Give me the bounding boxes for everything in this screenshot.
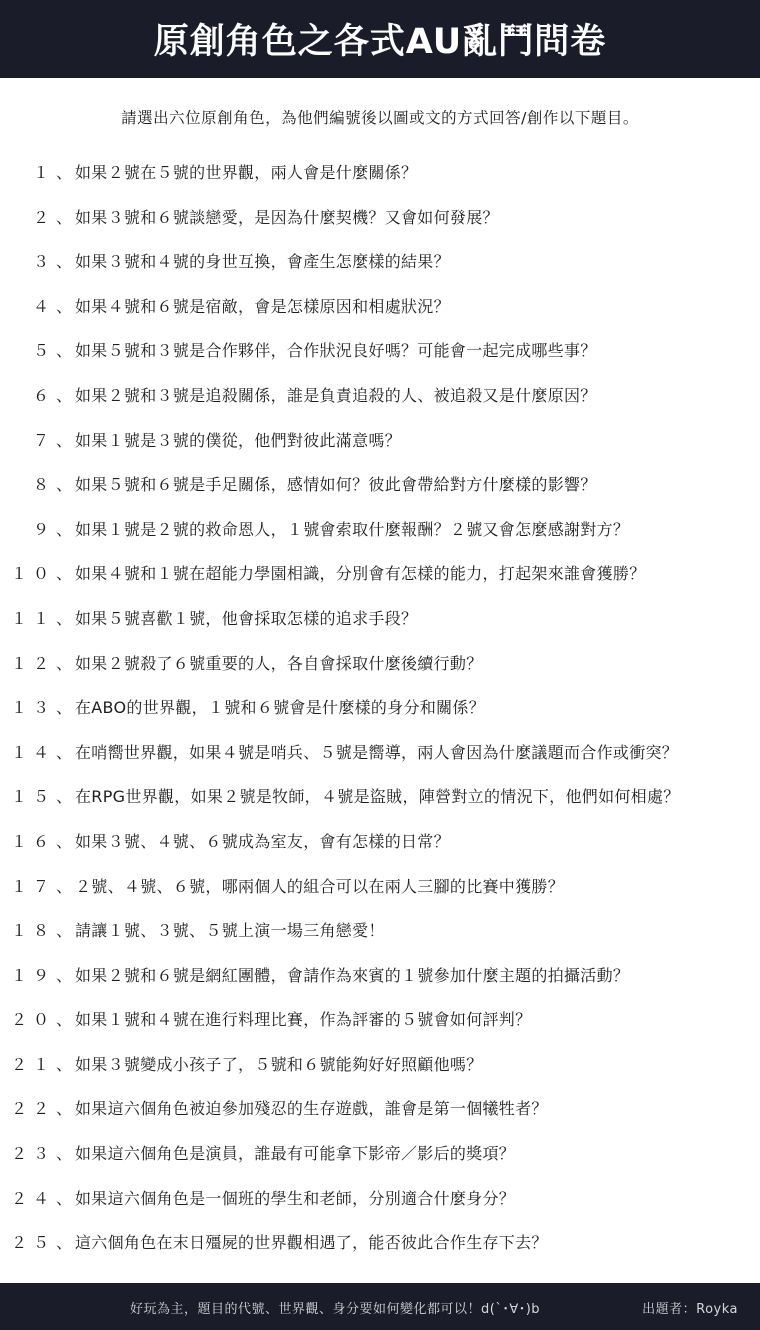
question-separator: 、 bbox=[56, 1010, 73, 1030]
question-item bbox=[0, 160, 760, 205]
question-item bbox=[0, 294, 760, 339]
question-item bbox=[0, 517, 760, 562]
question-item bbox=[0, 606, 760, 651]
question-number: ５ bbox=[32, 341, 55, 361]
question-separator: 、 bbox=[56, 698, 73, 718]
question-number: １６ bbox=[10, 831, 55, 851]
question-number: ２０ bbox=[10, 1010, 55, 1030]
footer-note: 好玩為主，題目的代號、世界觀、身分要如何變化都可以！d(`･∀･)b bbox=[130, 1302, 541, 1317]
question-number: ２４ bbox=[10, 1188, 55, 1208]
question-text: 在RPG世界觀，如果２號是牧師，４號是盜賊，陣營對立的情況下，他們如何相處？ bbox=[75, 787, 680, 807]
question-item bbox=[0, 695, 760, 740]
intro-text: 請選出六位原創角色，為他們編號後以圖或文的方式回答/創作以下題目。 bbox=[121, 109, 639, 127]
question-number: ２５ bbox=[10, 1233, 55, 1253]
question-item bbox=[0, 918, 760, 963]
question-list bbox=[0, 160, 760, 1275]
question-number: ３ bbox=[32, 252, 55, 272]
question-separator: 、 bbox=[56, 787, 73, 807]
question-separator: 、 bbox=[56, 921, 73, 941]
question-separator: 、 bbox=[56, 965, 73, 985]
question-text: 如果５號和３號是合作夥伴，合作狀況良好嗎？可能會一起完成哪些事？ bbox=[75, 341, 597, 361]
question-number: １７ bbox=[10, 876, 55, 896]
question-text: 如果２號殺了６號重要的人，各自會採取什麼後續行動？ bbox=[75, 653, 483, 673]
question-separator: 、 bbox=[56, 564, 73, 584]
question-item bbox=[0, 428, 760, 473]
question-number: ２３ bbox=[10, 1144, 55, 1164]
question-text: 如果１號和４號在進行料理比賽，作為評審的５號會如何評判？ bbox=[75, 1010, 532, 1030]
question-number: １９ bbox=[10, 965, 55, 985]
question-number: １４ bbox=[10, 742, 55, 762]
question-separator: 、 bbox=[56, 1233, 73, 1253]
question-text: 如果１號是２號的救命恩人，１號會索取什麼報酬？２號又會怎麼感謝對方？ bbox=[75, 519, 630, 539]
question-text: 如果３號和４號的身世互換，會產生怎麼樣的結果？ bbox=[75, 252, 450, 272]
question-separator: 、 bbox=[56, 385, 73, 405]
question-separator: 、 bbox=[56, 296, 73, 316]
question-item bbox=[0, 1007, 760, 1052]
question-number: １８ bbox=[10, 921, 55, 941]
question-number: ９ bbox=[32, 519, 55, 539]
question-item bbox=[0, 829, 760, 874]
question-number: １２ bbox=[10, 653, 55, 673]
page-title: 原創角色之各式AU亂鬥問卷 bbox=[153, 22, 607, 62]
question-item bbox=[0, 651, 760, 696]
question-item bbox=[0, 338, 760, 383]
question-separator: 、 bbox=[56, 742, 73, 762]
question-text: 如果這六個角色被迫參加殘忍的生存遊戲，誰會是第一個犧牲者？ bbox=[75, 1099, 548, 1119]
question-item bbox=[0, 963, 760, 1008]
question-text: 如果這六個角色是演員，誰最有可能拿下影帝／影后的獎項？ bbox=[75, 1144, 516, 1164]
question-text: 在ABO的世界觀，１號和６號會是什麼樣的身分和關係？ bbox=[75, 698, 486, 718]
question-text: 如果５號和６號是手足關係，感情如何？彼此會帶給對方什麼樣的影響？ bbox=[75, 475, 597, 495]
question-separator: 、 bbox=[56, 831, 73, 851]
question-separator: 、 bbox=[56, 430, 73, 450]
question-item bbox=[0, 1096, 760, 1141]
question-text: 如果３號、４號、６號成為室友，會有怎樣的日常？ bbox=[75, 831, 450, 851]
question-text: 如果１號是３號的僕從，他們對彼此滿意嗎？ bbox=[75, 430, 402, 450]
question-number: ２１ bbox=[10, 1054, 55, 1074]
question-item bbox=[0, 874, 760, 919]
question-item bbox=[0, 561, 760, 606]
question-item bbox=[0, 383, 760, 428]
question-number: １１ bbox=[10, 608, 55, 628]
question-text: 如果２號在５號的世界觀，兩人會是什麼關係？ bbox=[75, 163, 418, 182]
question-text: 如果４號和６號是宿敵，會是怎樣原因和相處狀況？ bbox=[75, 296, 450, 316]
question-text: 請讓１號、３號、５號上演一場三角戀愛！ bbox=[75, 921, 385, 941]
question-separator: 、 bbox=[56, 475, 73, 495]
question-separator: 、 bbox=[56, 341, 73, 361]
question-number: １ bbox=[32, 163, 55, 182]
question-item bbox=[0, 205, 760, 250]
question-separator: 、 bbox=[56, 519, 73, 539]
question-separator: 、 bbox=[56, 1188, 73, 1208]
question-text: 如果３號變成小孩子了，５號和６號能夠好好照顧他嗎？ bbox=[75, 1054, 483, 1074]
question-separator: 、 bbox=[56, 207, 73, 227]
author-credit: 出題者：Royka bbox=[642, 1302, 738, 1317]
question-separator: 、 bbox=[56, 1099, 73, 1119]
question-number: １３ bbox=[10, 698, 55, 718]
question-item bbox=[0, 472, 760, 517]
question-text: ２號、４號、６號，哪兩個人的組合可以在兩人三腳的比賽中獲勝？ bbox=[75, 876, 565, 896]
question-text: 在哨嚮世界觀，如果４號是哨兵、５號是嚮導，兩人會因為什麼議題而合作或衝突？ bbox=[75, 742, 679, 762]
question-item bbox=[0, 1052, 760, 1097]
question-number: １０ bbox=[10, 564, 55, 584]
question-text: 如果２號和６號是網紅團體，會請作為來賓的１號參加什麼主題的拍攝活動？ bbox=[75, 965, 630, 985]
question-separator: 、 bbox=[56, 608, 73, 628]
question-number: ４ bbox=[32, 296, 55, 316]
question-item bbox=[0, 740, 760, 785]
question-item bbox=[0, 1141, 760, 1186]
question-text: 如果５號喜歡１號，他會採取怎樣的追求手段？ bbox=[75, 608, 418, 628]
question-item bbox=[0, 784, 760, 829]
question-separator: 、 bbox=[56, 1144, 73, 1164]
footer-banner bbox=[0, 1283, 760, 1330]
question-number: ２２ bbox=[10, 1099, 55, 1119]
question-item bbox=[0, 1186, 760, 1231]
question-separator: 、 bbox=[56, 653, 73, 673]
question-separator: 、 bbox=[56, 1054, 73, 1074]
question-separator: 、 bbox=[56, 252, 73, 272]
question-text: 如果４號和１號在超能力學園相識，分別會有怎樣的能力，打起架來誰會獲勝？ bbox=[75, 564, 646, 584]
question-text: 這六個角色在末日殭屍的世界觀相遇了，能否彼此合作生存下去？ bbox=[75, 1233, 548, 1253]
header-banner bbox=[0, 0, 760, 78]
question-number: ２ bbox=[32, 207, 55, 227]
question-number: １５ bbox=[10, 787, 55, 807]
question-item bbox=[0, 1230, 760, 1275]
question-number: ７ bbox=[32, 430, 55, 450]
question-item bbox=[0, 249, 760, 294]
question-text: 如果３號和６號談戀愛，是因為什麼契機？又會如何發展？ bbox=[75, 207, 499, 227]
question-text: 如果２號和３號是追殺關係，誰是負責追殺的人、被追殺又是什麼原因？ bbox=[75, 385, 597, 405]
question-number: ８ bbox=[32, 475, 55, 495]
question-number: ６ bbox=[32, 385, 55, 405]
question-text: 如果這六個角色是一個班的學生和老師，分別適合什麼身分？ bbox=[75, 1188, 516, 1208]
question-separator: 、 bbox=[56, 163, 73, 182]
question-separator: 、 bbox=[56, 876, 73, 896]
